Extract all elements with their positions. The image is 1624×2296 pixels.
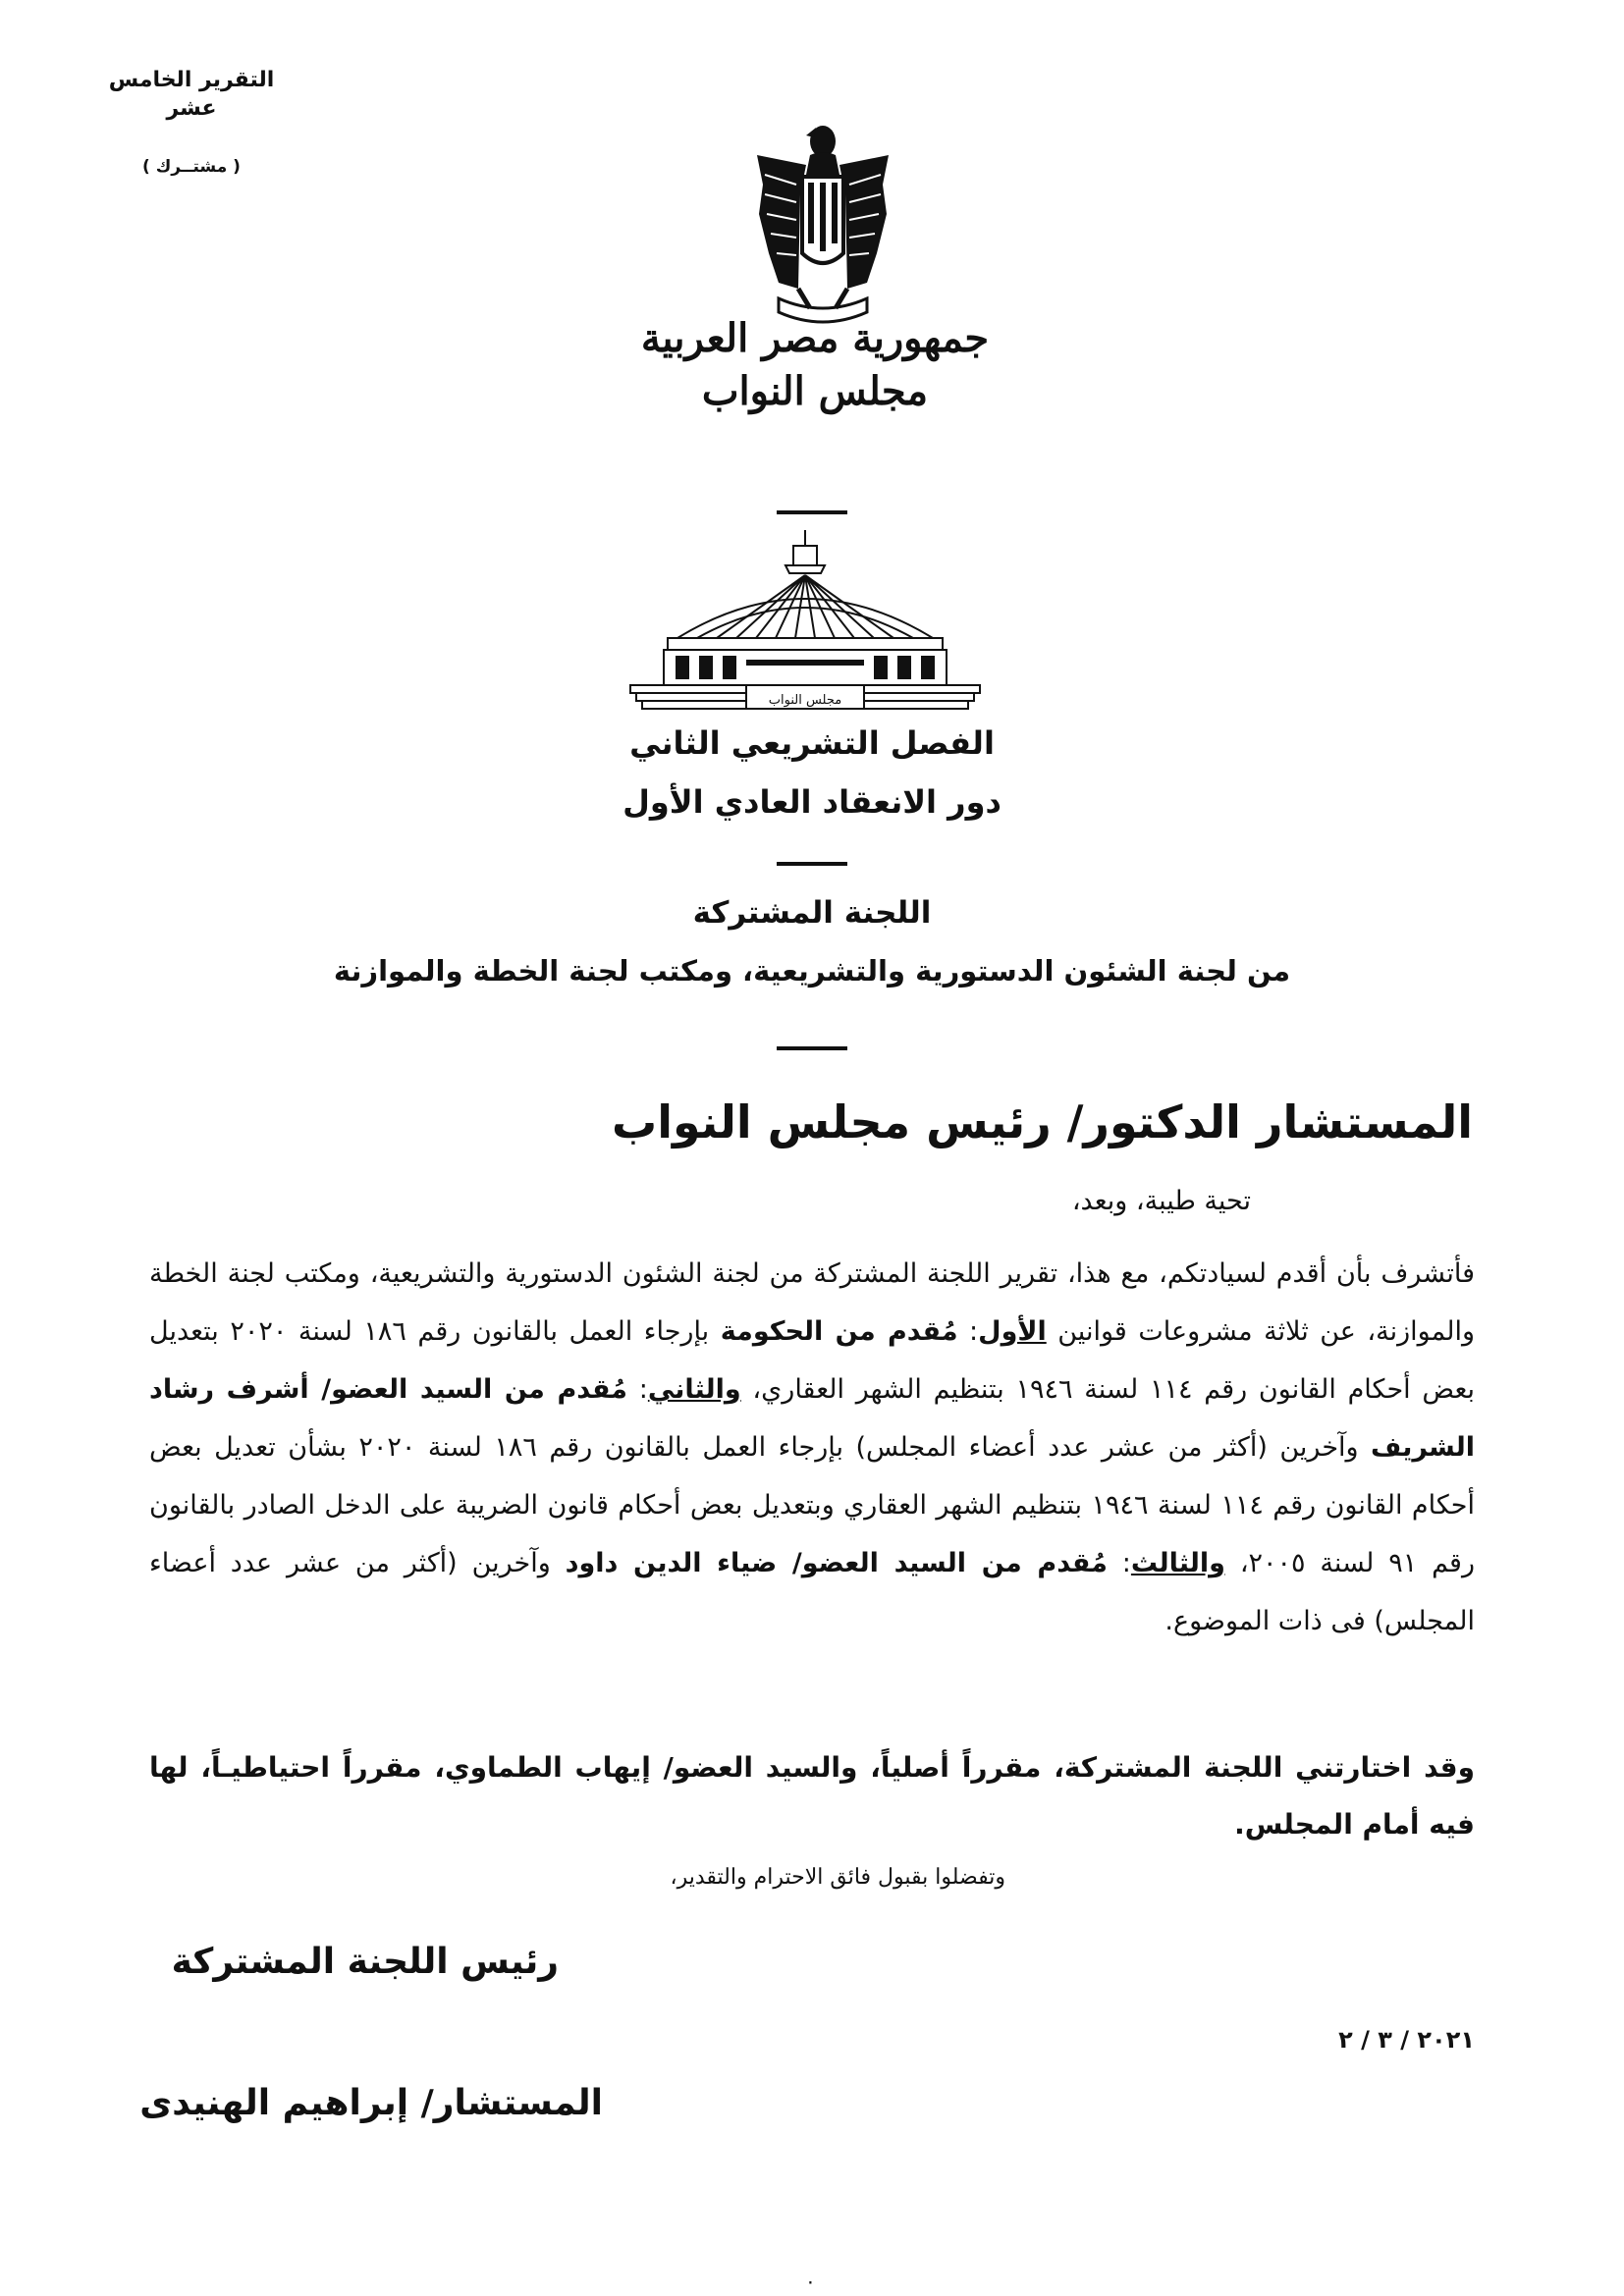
- committee-from: من لجنة الشئون الدستورية والتشريعية، ومكتب لجنة الخطة والموازنة: [333, 954, 1291, 988]
- legislative-term: الفصل التشريعي الثاني: [629, 724, 995, 762]
- republic-name: جمهورية مصر العربية: [640, 315, 990, 361]
- eagle-emblem-icon: [749, 116, 896, 342]
- second-label: والثاني: [647, 1374, 741, 1405]
- body-paragraph: فأتشرف بأن أقدم لسيادتكم، مع هذا، تقرير اللجنة المشتركة من لجنة الشئون الدستورية والتشريعية، ومكتب لجنة الخطة والموازنة، عن ثلاثة مشروعات قوانين الأول: مُقدم من الحكومة بإرجاء العمل بالقانون رقم ١٨٦ لسنة ٢٠٢٠ بتعديل بعض أحكام القانون رقم ١١٤ لسنة ١٩٤٦ بتنظيم الشهر العقاري، والثاني: مُقدم من السيد العضو/ أشرف رشاد الشريف وآخرين (أكثر من عشر عدد أعضاء المجلس) بإرجاء العمل بالقانون رقم ١٨٦ لسنة ٢٠٢٠ بشأن تعديل بعض أحكام القانون رقم ١١٤ لسنة ١٩٤٦ بتنظيم الشهر العقاري وبتعديل بعض أحكام قانون الضريبة على الدخل الصادر بالقانون رقم ٩١ لسنة ٢٠٠٥، والثالث: مُقدم من السيد العضو/ ضياء الدين داود وآخرين (أكثر من عشر عدد أعضاء المجلس) فى ذات الموضوع.: [149, 1258, 1476, 1636]
- house-name: مجلس النواب: [701, 368, 929, 414]
- first-label: الأول: [978, 1316, 1047, 1347]
- body-intro: فأتشرف بأن أقدم لسيادتكم، مع هذا، تقرير اللجنة المشتركة من لجنة الشئون الدستورية والتشريعية، ومكتب لجنة الخطة والموازنة، عن ثلاثة مشروعات قوانين: [149, 1258, 1475, 1347]
- first-submitter: مُقدم من الحكومة: [720, 1316, 958, 1347]
- first-text: بإرجاء العمل بالقانون رقم ١٨٦ لسنة ٢٠٢٠ بتعديل بعض أحكام القانون رقم ١١٤ لسنة ١٩٤٦ بتنظيم الشهر العقاري،: [149, 1316, 1476, 1405]
- building-caption: مجلس النواب: [768, 693, 842, 708]
- third-label: والثالث: [1130, 1548, 1225, 1578]
- addressee: المستشار الدكتور/ رئيس مجلس النواب: [612, 1095, 1473, 1148]
- signature-name: المستشار/ إبراهيم الهنيدى: [139, 2083, 603, 2123]
- page-number: ٠: [805, 2269, 816, 2293]
- second-submitter: مُقدم من السيد العضو/ أشرف رشاد الشريف: [149, 1374, 1476, 1463]
- parliament-building-icon: [628, 530, 982, 717]
- session-title: دور الانعقاد العادي الأول: [623, 783, 1001, 821]
- report-type: ( مشتــرك ): [142, 157, 241, 178]
- third-text: وآخرين (أكثر من عشر عدد أعضاء المجلس) فى ذات الموضوع.: [149, 1548, 1475, 1636]
- date: ٢٠٢١ / ٣ / ٢: [1338, 2026, 1475, 2054]
- committee-title: اللجنة المشتركة: [692, 895, 932, 931]
- report-number: التقرير الخامس عشر: [108, 68, 275, 121]
- greeting: تحية طيبة، وبعد،: [1071, 1186, 1251, 1216]
- rapporteur-paragraph: وقد اختارتني اللجنة المشتركة، مقرراً أصلياً، والسيد العضو/ إيهاب الطماوي، مقرراً احتياطيـاً، لها فيه أمام المجلس.: [149, 1751, 1475, 1841]
- divider: [777, 862, 847, 866]
- report-label: [88, 67, 295, 178]
- second-text: وآخرين (أكثر من عشر عدد أعضاء المجلس) بإرجاء العمل بالقانون رقم ١٨٦ لسنة ٢٠٢٠ بشأن تعديل بعض أحكام القانون رقم ١١٤ لسنة ١٩٤٦ بتنظيم الشهر العقاري وبتعديل بعض أحكام قانون الضريبة على الدخل الصادر بالقانون رقم ٩١ لسنة ٢٠٠٥،: [149, 1432, 1476, 1578]
- header-titles: [628, 312, 1001, 418]
- third-submitter: مُقدم من السيد العضو/ ضياء الدين داود: [565, 1548, 1108, 1578]
- divider: [777, 1046, 847, 1050]
- signature-title: رئيس اللجنة المشتركة: [171, 1942, 559, 1982]
- divider: [777, 510, 847, 514]
- regards: وتفضلوا بقبول فائق الاحترام والتقدير،: [670, 1865, 1005, 1890]
